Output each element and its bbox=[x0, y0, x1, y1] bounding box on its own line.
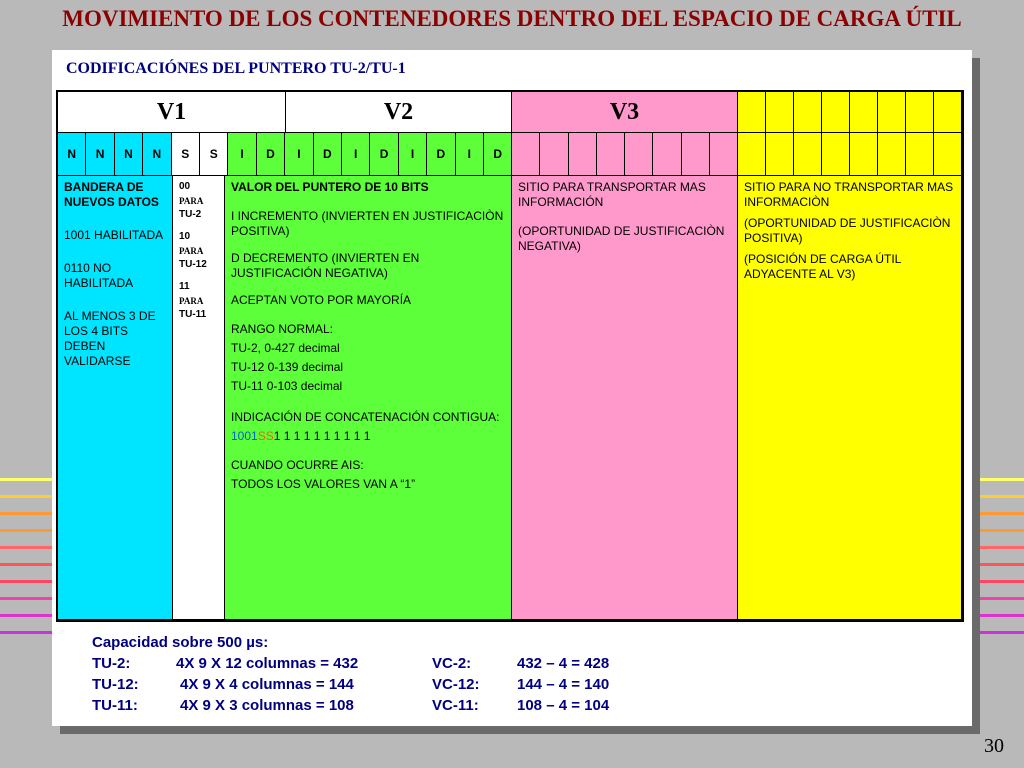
yellow-bit-cell bbox=[934, 92, 962, 133]
bit-cell: D bbox=[484, 133, 512, 176]
v3-bit-cell bbox=[682, 133, 710, 176]
concat-a: 1001 bbox=[231, 429, 258, 443]
after-v3-column bbox=[738, 176, 962, 620]
capacity-tu: TU-2: bbox=[92, 655, 131, 672]
yellow-bit-cell bbox=[906, 133, 934, 176]
bit-cell: D bbox=[427, 133, 455, 176]
v3-bit-cell bbox=[540, 133, 568, 176]
after-v3-site: SITIO PARA NO TRANSPORTAR MAS INFORMACIÒN bbox=[744, 180, 954, 209]
pointer-heading: VALOR DEL PUNTERO DE 10 BITS bbox=[231, 180, 429, 194]
bit-cell: N bbox=[86, 133, 114, 176]
capacity-vc: VC-12: bbox=[432, 676, 480, 693]
yellow-bit-cell bbox=[850, 92, 878, 133]
concat-label: INDICACIÓN DE CONCATENACIÓN CONTIGUA: bbox=[231, 410, 500, 424]
size-tu: TU-11 bbox=[179, 309, 207, 320]
yellow-bit-cell bbox=[850, 133, 878, 176]
bit-cell: D bbox=[370, 133, 398, 176]
page-number: 30 bbox=[984, 735, 1004, 757]
size-tu: TU-2 bbox=[179, 209, 202, 220]
size-group-tu11 bbox=[179, 280, 218, 322]
subtitle: CODIFICACIÓNES DEL PUNTERO TU-2/TU-1 bbox=[66, 60, 406, 77]
v3-bit-cell bbox=[512, 133, 540, 176]
flag-column bbox=[58, 176, 173, 620]
bit-cell: N bbox=[115, 133, 143, 176]
capacity-calc: 4X 9 X 3 columnas = 108 bbox=[180, 697, 354, 714]
size-column bbox=[173, 176, 225, 620]
flag-note: AL MENOS 3 DE LOS 4 BITS DEBEN VALIDARSE bbox=[64, 309, 156, 368]
yellow-bit-cell bbox=[878, 92, 906, 133]
yellow-bit-cell bbox=[906, 92, 934, 133]
yellow-bit-cell bbox=[766, 133, 794, 176]
v3-column bbox=[512, 176, 738, 620]
yellow-bit-cell bbox=[934, 133, 962, 176]
v3-site: SITIO PARA TRANSPORTAR MAS INFORMACIÓN bbox=[518, 180, 706, 209]
pointer-increment: I INCREMENTO (INVIERTEN EN JUSTIFICACIÒN POSITIVA) bbox=[231, 209, 504, 238]
bit-cell: S bbox=[200, 133, 228, 176]
concat-c: 1 1 1 1 1 1 1 1 1 1 bbox=[273, 429, 371, 443]
size-code: 10 bbox=[179, 231, 191, 242]
yellow-bit-cell bbox=[738, 92, 766, 133]
range-tu12: TU-12 0-139 decimal bbox=[231, 360, 344, 374]
bit-cell: I bbox=[399, 133, 427, 176]
size-code: 00 bbox=[179, 181, 191, 192]
bit-cell: D bbox=[314, 133, 342, 176]
capacity-calc: 4X 9 X 4 columnas = 144 bbox=[180, 676, 354, 693]
v3-bit-cell bbox=[597, 133, 625, 176]
capacity-heading: Capacidad sobre 500 µs: bbox=[92, 634, 269, 651]
pointer-vote: ACEPTAN VOTO POR MAYORÍA bbox=[231, 293, 412, 307]
header-v2: V2 bbox=[286, 92, 512, 133]
v3-bit-cell bbox=[653, 133, 681, 176]
range-tu11: TU-11 0-103 decimal bbox=[231, 379, 343, 393]
occurs-value: TODOS LOS VALORES VAN A “1” bbox=[231, 477, 416, 491]
v3-opportunity: (OPORTUNIDAD DE JUSTIFICACIÒN NEGATIVA) bbox=[518, 224, 725, 253]
capacity-vcval: 432 – 4 = 428 bbox=[517, 655, 610, 672]
after-v3-position: (POSICIÓN DE CARGA ÚTIL ADYACENTE AL V3) bbox=[744, 252, 901, 281]
concat-b: SS bbox=[257, 429, 274, 443]
size-para: PARA bbox=[179, 196, 204, 206]
size-code: 11 bbox=[179, 281, 190, 292]
concat-value bbox=[231, 429, 505, 444]
pointer-decrement: D DECREMENTO (INVIERTEN EN JUSTIFICACIÓN NEGATIVA) bbox=[231, 251, 420, 280]
yellow-bit-cell bbox=[794, 133, 822, 176]
flag-enabled: 1001 HABILITADA bbox=[64, 228, 164, 242]
bit-cell: I bbox=[456, 133, 484, 176]
yellow-bit-cell bbox=[794, 92, 822, 133]
bit-cell: I bbox=[285, 133, 313, 176]
capacity-vcval: 144 – 4 = 140 bbox=[517, 676, 610, 693]
capacity-tu: TU-12: bbox=[92, 676, 139, 693]
occurs-label: CUANDO OCURRE AIS: bbox=[231, 458, 364, 472]
bit-cell: I bbox=[342, 133, 370, 176]
flag-heading: BANDERA DE NUEVOS DATOS bbox=[64, 180, 159, 209]
capacity-vcval: 108 – 4 = 104 bbox=[517, 697, 610, 714]
pointer-column bbox=[225, 176, 512, 620]
capacity-vc: VC-2: bbox=[432, 655, 472, 672]
v3-bit-cell bbox=[625, 133, 653, 176]
bit-cell: S bbox=[172, 133, 200, 176]
yellow-bit-cell bbox=[766, 92, 794, 133]
size-para: PARA bbox=[179, 296, 204, 306]
bit-cell: I bbox=[228, 133, 256, 176]
header-v3: V3 bbox=[512, 92, 738, 133]
after-v3-opportunity: (OPORTUNIDAD DE JUSTIFICACIÒN POSITIVA) bbox=[744, 216, 951, 245]
size-group-tu12 bbox=[179, 230, 218, 272]
bit-cell: N bbox=[58, 133, 86, 176]
range-label: RANGO NORMAL: bbox=[231, 322, 334, 336]
flag-disabled: 0110 NO HABILITADA bbox=[64, 261, 134, 290]
capacity-calc: 4X 9 X 12 columnas = 432 bbox=[176, 655, 359, 672]
capacity-vc: VC-11: bbox=[432, 697, 479, 714]
size-tu: TU-12 bbox=[179, 259, 207, 270]
size-para: PARA bbox=[179, 246, 204, 256]
yellow-bit-cell bbox=[822, 92, 850, 133]
pointer-table bbox=[56, 90, 964, 622]
size-group-tu2 bbox=[179, 180, 218, 222]
v3-bit-cell bbox=[710, 133, 738, 176]
slide-title: MOVIMIENTO DE LOS CONTENEDORES DENTRO DEL ESPACIO DE CARGA ÚTIL bbox=[62, 6, 962, 31]
v3-bit-cell bbox=[569, 133, 597, 176]
yellow-bit-cell bbox=[878, 133, 906, 176]
capacity-block bbox=[92, 632, 692, 716]
header-v1: V1 bbox=[58, 92, 286, 133]
capacity-row bbox=[92, 653, 692, 674]
capacity-row bbox=[92, 674, 692, 695]
capacity-tu: TU-11: bbox=[92, 697, 138, 714]
bit-cell: N bbox=[143, 133, 171, 176]
yellow-bit-cell bbox=[738, 133, 766, 176]
capacity-row bbox=[92, 695, 692, 716]
range-tu2: TU-2, 0-427 decimal bbox=[231, 341, 340, 355]
yellow-bit-cell bbox=[822, 133, 850, 176]
bit-cell: D bbox=[257, 133, 285, 176]
